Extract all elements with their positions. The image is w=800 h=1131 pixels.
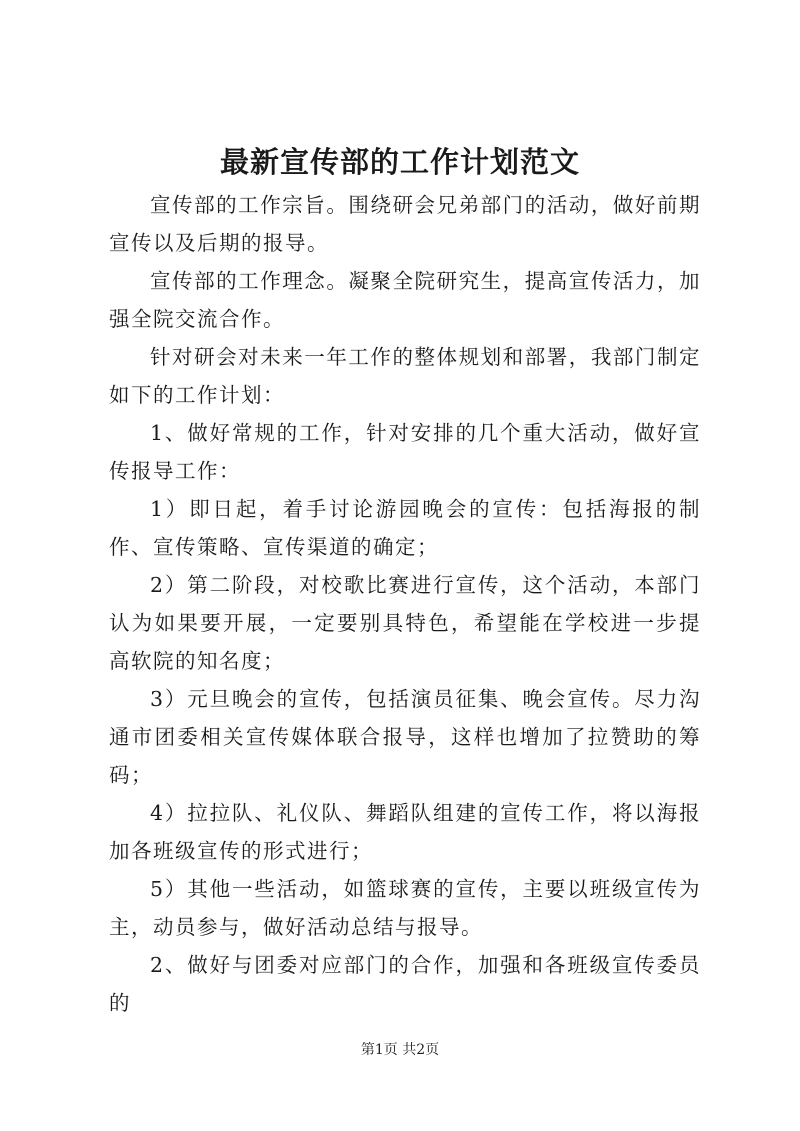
paragraph: 2、做好与团委对应部门的合作，加强和各班级宣传委员的 — [109, 953, 701, 1015]
paragraph: 1、做好常规的工作，针对安排的几个重大活动，做好宣传报导工作： — [109, 421, 701, 483]
paragraph: 宣传部的工作理念。凝聚全院研究生，提高宣传活力，加强全院交流合作。 — [109, 269, 701, 331]
paragraph: 4）拉拉队、礼仪队、舞蹈队组建的宣传工作，将以海报加各班级宣传的形式进行； — [109, 801, 701, 863]
document-title: 最新宣传部的工作计划范文 — [219, 145, 580, 179]
paragraph: 针对研会对未来一年工作的整体规划和部署，我部门制定如下的工作计划： — [109, 345, 701, 407]
paragraph: 5）其他一些活动，如篮球赛的宣传，主要以班级宣传为主，动员参与，做好活动总结与报导。 — [109, 877, 701, 939]
paragraph: 2）第二阶段，对校歌比赛进行宣传，这个活动，本部门认为如果要开展，一定要别具特色，希望能在学校进一步提高软院的知名度； — [109, 573, 701, 673]
document-body — [109, 186, 701, 1022]
paragraph: 宣传部的工作宗旨。围绕研会兄弟部门的活动，做好前期宣传以及后期的报导。 — [109, 193, 701, 255]
paragraph: 3）元旦晚会的宣传，包括演员征集、晚会宣传。尽力沟通市团委相关宣传媒体联合报导，这样也增加了拉赞助的筹码； — [109, 687, 701, 787]
page-footer: 第1页 共2页 — [360, 1042, 440, 1058]
paragraph: 1）即日起，着手讨论游园晚会的宣传：包括海报的制作、宣传策略、宣传渠道的确定； — [109, 497, 701, 559]
